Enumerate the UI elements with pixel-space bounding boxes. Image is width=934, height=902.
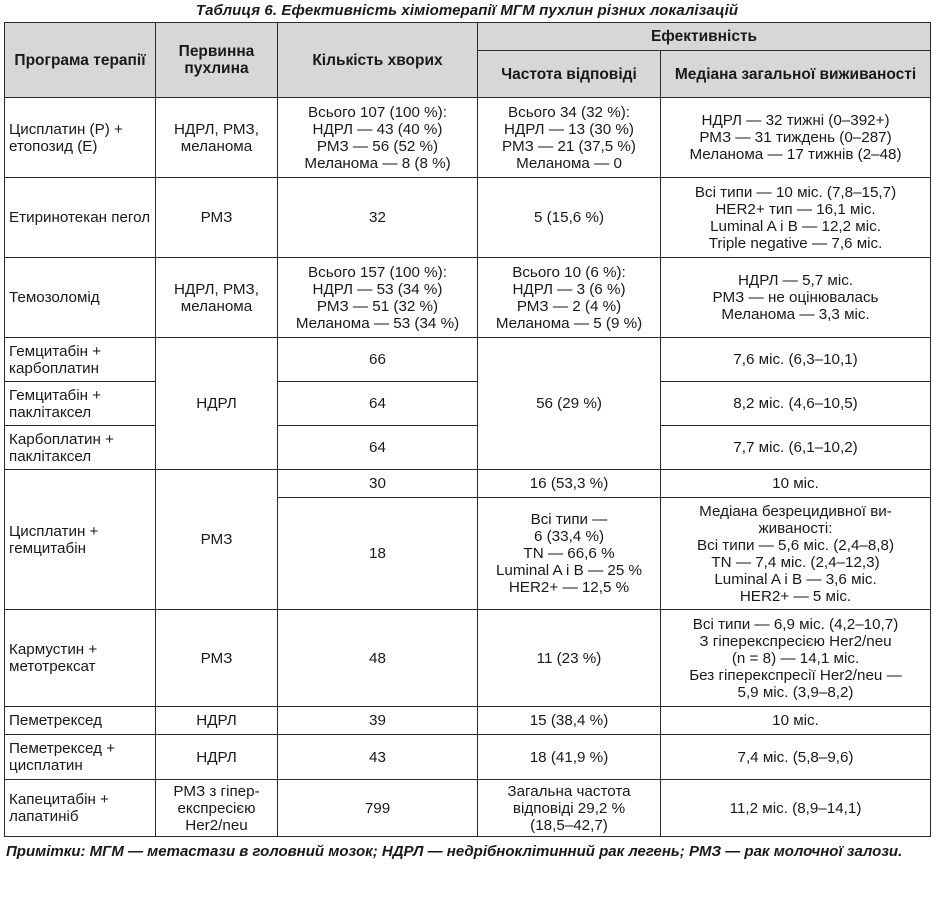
header-patient-count: Кількість хворих — [278, 23, 478, 98]
cell-count: 64 — [278, 382, 478, 426]
cell-count: 32 — [278, 178, 478, 258]
cell-count: 48 — [278, 610, 478, 707]
cell-response: 5 (15,6 %) — [478, 178, 661, 258]
table-notes: Примітки: МГМ — метастази в головний мозок; НДРЛ — недрібноклітинний рак легень; РМЗ — рак молочної залози. — [6, 843, 903, 860]
header-efficacy: Ефективність — [478, 23, 931, 51]
cell-survival: 7,7 міс. (6,1–10,2) — [661, 426, 931, 470]
header-primary-tumor: Первинна пухлина — [156, 23, 278, 98]
cell-survival: 11,2 міс. (8,9–14,1) — [661, 780, 931, 837]
cell-program: Гемцитабін + паклітаксел — [5, 382, 156, 426]
table-row — [5, 780, 931, 837]
cell-survival: 7,4 міс. (5,8–9,6) — [661, 735, 931, 780]
cell-count: 64 — [278, 426, 478, 470]
table-row — [5, 426, 931, 470]
cell-response: 56 (29 %) — [478, 338, 661, 470]
cell-response: 15 (38,4 %) — [478, 707, 661, 735]
cell-program: Карбоплатин + паклітаксел — [5, 426, 156, 470]
cell-response: 16 (53,3 %) — [478, 470, 661, 498]
cell-primary: РМЗ — [156, 178, 278, 258]
cell-response: Всього 10 (6 %): НДРЛ — 3 (6 %) РМЗ — 2 (4 %) Меланома — 5 (9 %) — [478, 258, 661, 338]
cell-program: Цисплатин (Р) + етопозид (Е) — [5, 98, 156, 178]
chemotherapy-efficacy-table — [4, 22, 931, 837]
cell-primary: НДРЛ, РМЗ, меланома — [156, 98, 278, 178]
cell-count: 18 — [278, 498, 478, 610]
table-row — [5, 258, 931, 338]
cell-response: Загальна частота відповіді 29,2 % (18,5–42,7) — [478, 780, 661, 837]
cell-survival: НДРЛ — 32 тижні (0–392+) РМЗ — 31 тиждень (0–287) Меланома — 17 тижнів (2–48) — [661, 98, 931, 178]
cell-survival: Всі типи — 10 міс. (7,8–15,7) HER2+ тип — 16,1 міс. Luminal A і B — 12,2 міс. Triple negative — 7,6 міс. — [661, 178, 931, 258]
cell-count: 799 — [278, 780, 478, 837]
cell-response: Всі типи — 6 (33,4 %) TN — 66,6 % Luminal A і B — 25 % HER2+ — 12,5 % — [478, 498, 661, 610]
cell-program: Етиринотекан пегол — [5, 178, 156, 258]
table-caption: Таблиця 6. Ефективність хіміотерапії МГМ пухлин різних локалізацій — [195, 2, 739, 19]
cell-program: Кармустин + метотрексат — [5, 610, 156, 707]
cell-primary: РМЗ — [156, 610, 278, 707]
cell-program: Гемцитабін + карбоплатин — [5, 338, 156, 382]
header-median-survival: Медіана загальної виживаності — [661, 51, 931, 98]
cell-primary: НДРЛ — [156, 707, 278, 735]
cell-program: Капецитабін + лапатиніб — [5, 780, 156, 837]
cell-survival: 7,6 міс. (6,3–10,1) — [661, 338, 931, 382]
cell-survival: Медіана безрецидивної ви- живаності: Всі типи — 5,6 міс. (2,4–8,8) TN — 7,4 міс. (2,4–12,3) Luminal A і B — 3,6 міс. HER2+ — 5 міс. — [661, 498, 931, 610]
cell-primary: РМЗ — [156, 470, 278, 610]
cell-survival: Всі типи — 6,9 міс. (4,2–10,7) З гіперекспресією Her2/neu (n = 8) — 14,1 міс. Без гіперекспресії Her2/neu — 5,9 міс. (3,9–8,2) — [661, 610, 931, 707]
cell-primary: РМЗ з гіпер- експресією Her2/neu — [156, 780, 278, 837]
cell-count: Всього 157 (100 %): НДРЛ — 53 (34 %) РМЗ — 51 (32 %) Меланома — 53 (34 %) — [278, 258, 478, 338]
cell-survival: 8,2 міс. (4,6–10,5) — [661, 382, 931, 426]
cell-survival: НДРЛ — 5,7 міс. РМЗ — не оцінювалась Меланома — 3,3 міс. — [661, 258, 931, 338]
cell-program: Цисплатин + гемцитабін — [5, 470, 156, 610]
table-row — [5, 707, 931, 735]
cell-program: Пеметрексед — [5, 707, 156, 735]
table-row — [5, 470, 931, 498]
table-row — [5, 735, 931, 780]
table-row — [5, 610, 931, 707]
cell-primary: НДРЛ — [156, 338, 278, 470]
table-row — [5, 178, 931, 258]
header-response-rate: Частота відповіді — [478, 51, 661, 98]
cell-program: Пеметрексед + цисплатин — [5, 735, 156, 780]
cell-count: 39 — [278, 707, 478, 735]
cell-primary: НДРЛ — [156, 735, 278, 780]
table-row — [5, 98, 931, 178]
cell-count: 43 — [278, 735, 478, 780]
cell-program: Темозоломід — [5, 258, 156, 338]
cell-response: 18 (41,9 %) — [478, 735, 661, 780]
cell-survival: 10 міс. — [661, 470, 931, 498]
cell-primary: НДРЛ, РМЗ, меланома — [156, 258, 278, 338]
cell-survival: 10 міс. — [661, 707, 931, 735]
cell-count: 30 — [278, 470, 478, 498]
table-row — [5, 338, 931, 382]
cell-count: 66 — [278, 338, 478, 382]
header-program: Програма терапії — [5, 23, 156, 98]
cell-response: 11 (23 %) — [478, 610, 661, 707]
cell-response: Всього 34 (32 %): НДРЛ — 13 (30 %) РМЗ — 21 (37,5 %) Меланома — 0 — [478, 98, 661, 178]
cell-count: Всього 107 (100 %): НДРЛ — 43 (40 %) РМЗ — 56 (52 %) Меланома — 8 (8 %) — [278, 98, 478, 178]
table-row — [5, 382, 931, 426]
